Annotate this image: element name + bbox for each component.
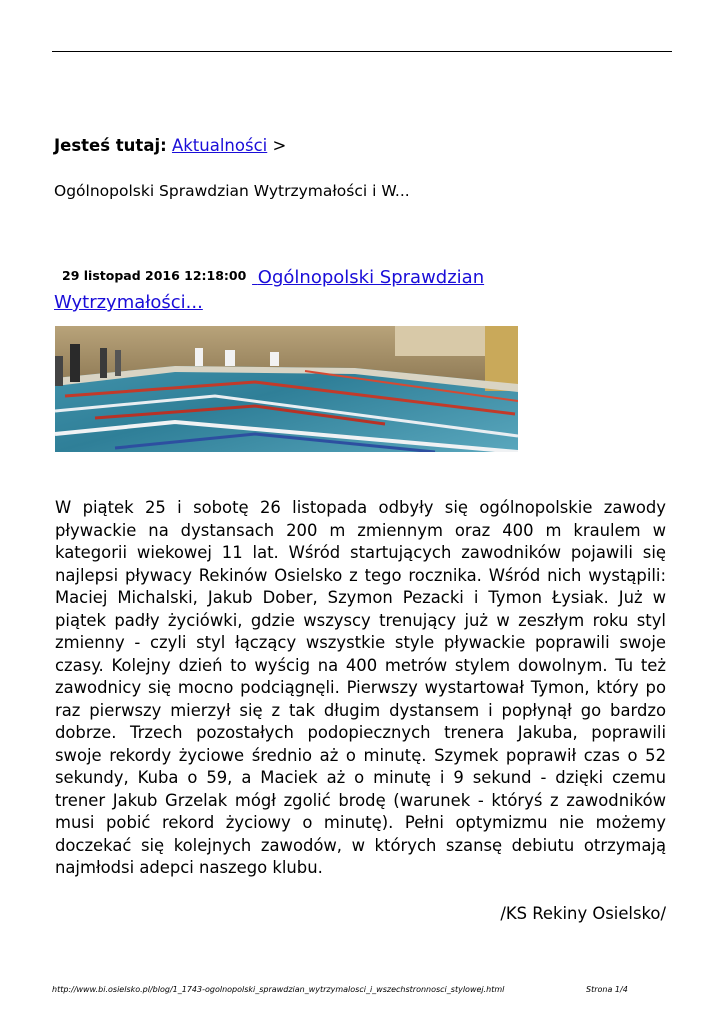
footer-page-number: Strona 1/4 [586, 985, 628, 994]
article-body: W piątek 25 i sobotę 26 listopada odbyły się ogólnopolskie zawody pływackie na dystansach 200 m zmiennym oraz 400 m kraulem w kategorii wiekowej 11 lat. Wśród startujących zawodników pojawili się najlepsi pływacy Rekinów Osielsko z tego rocznika. Wśród nich wystąpili: Maciej Michalski, Jakub Dober, Szymon Pezacki i Tymon Łysiak. Już w piątek padły życiówki, gdzie wszyscy trenujący już w zeszłym roku styl zmienny - czyli styl łączący wszystkie style pływackie poprawili swoje czasy. Kolejny dzień to wyścig na 400 metrów stylem dowolnym. Tu też zawodnicy się mocno podciągnęli. Pierwszy wystartował Tymon, który po raz pierwszy mierzył się z tak długim dystansem i popłynął go bardzo dobrze. Trzech pozostałych podopiecznych trenera Jakuba, poprawili swoje rekordy życiowe średnio aż o minutę. Szymek poprawił czas o 52 sekundy, Kuba o 59, a Maciek aż o minutę i 9 sekund - dzięki czemu trener Jakub Grzelak mógł zgolić brodę (warunek - któryś z zawodników musi pobić rekord życiowy o minutę). Pełni optymizmu nie możemy doczekać się kolejnych zawodów, w których szansę debiutu otrzymają najmłodsi adepci naszego klubu. [55, 498, 666, 877]
page-title: Ogólnopolski Sprawdzian Wytrzymałości i W... [54, 182, 410, 200]
footer-url: http://www.bi.osielsko.pl/blog/1_1743-ogolnopolski_sprawdzian_wytrzymalosci_i_wszechstronnosci_stylowej.html [52, 985, 505, 994]
breadcrumb-separator: > [272, 136, 287, 155]
article-signature: /KS Rekiny Osielsko/ [500, 904, 666, 923]
post-date: 29 listopad 2016 12:18:00 [62, 268, 247, 283]
breadcrumb [54, 135, 286, 157]
post-title-text: Ogólnopolski Sprawdzian Wytrzymałości... [54, 267, 485, 313]
post-header [54, 263, 534, 315]
top-divider [52, 51, 672, 52]
breadcrumb-link-news[interactable]: Aktualności [171, 136, 268, 155]
post-photo-swimming-pool[interactable] [55, 326, 518, 452]
breadcrumb-label: Jesteś tutaj: [54, 136, 167, 155]
